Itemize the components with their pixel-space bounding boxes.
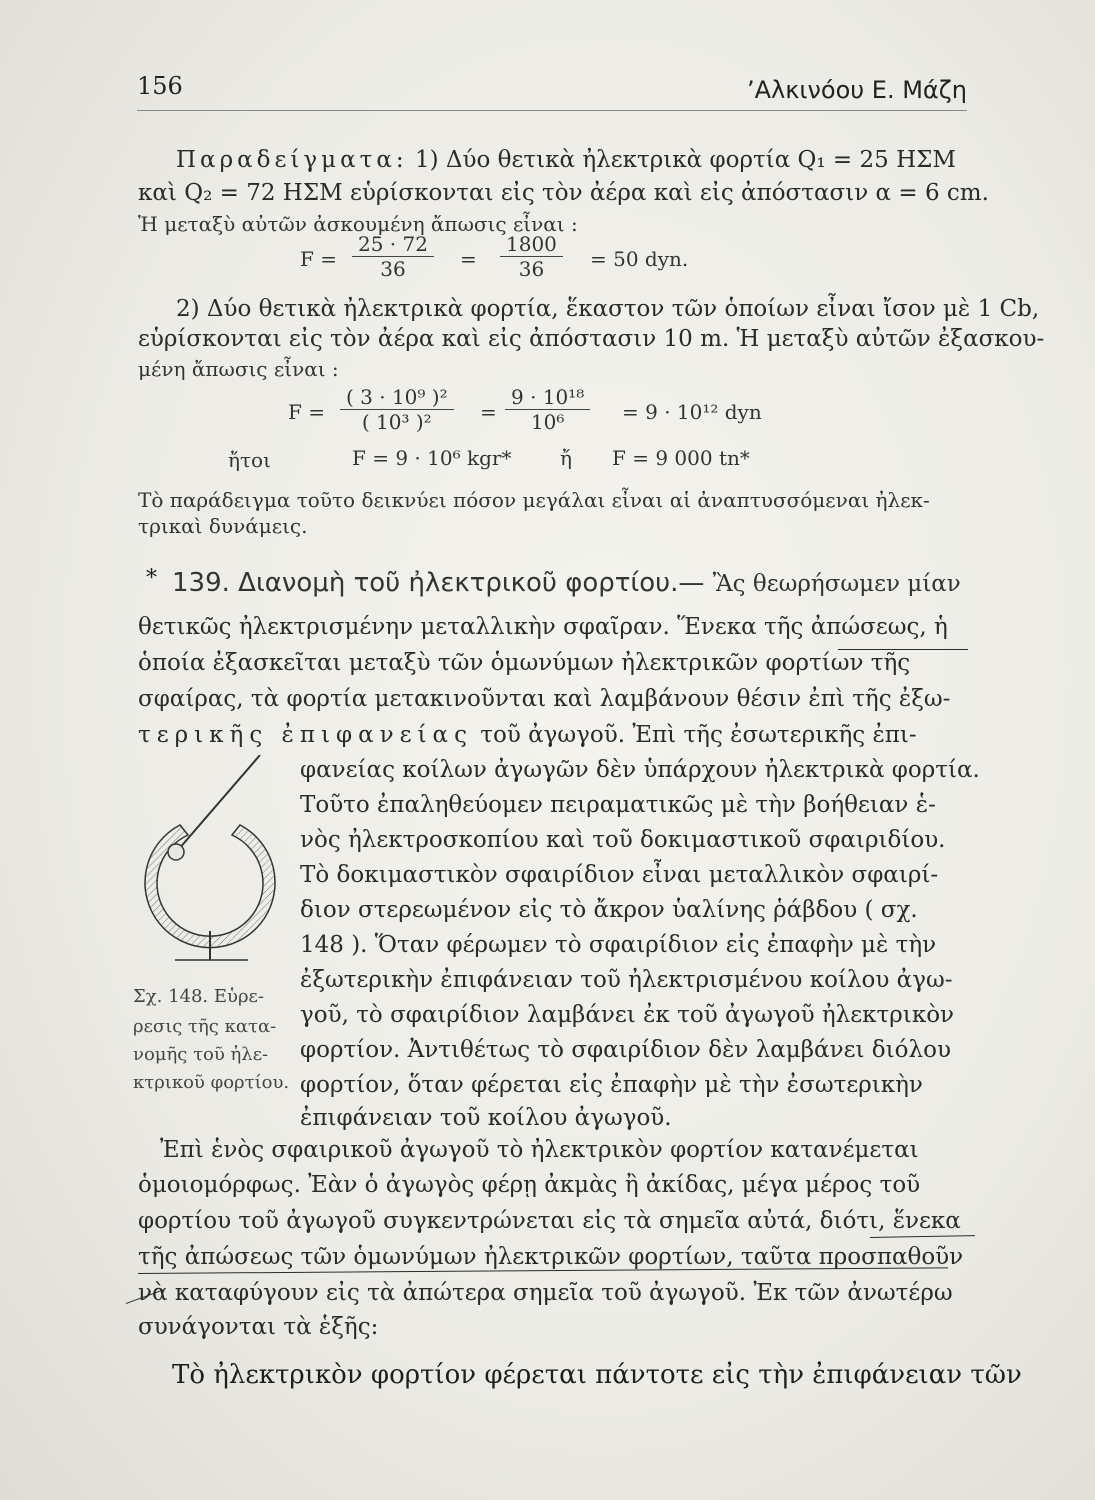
body-line19: τῆς ἀπώσεως τῶν ὁμωνύμων ἠλεκτρικῶν φορτίων, ταῦτα προσπαθοῦν xyxy=(138,1244,964,1270)
etoi-word: ἤτοι xyxy=(228,448,271,472)
formula2-F: F = xyxy=(288,400,325,424)
body-line12: γοῦ, τὸ σφαιρίδιον λαμβάνει ἐκ τοῦ ἀγωγοῦ ἠλεκτρικὸν xyxy=(300,1002,955,1028)
example2-line3: μένη ἄπωσις εἶναι : xyxy=(138,357,339,381)
alt-formula1: F = 9 · 10⁶ kgr* xyxy=(352,446,512,470)
body-line6: Τοῦτο ἐπαληθεύομεν πειραματικῶς μὲ τὴν βοήθειαν ἑ- xyxy=(300,792,936,818)
formula1-fraction2 xyxy=(500,232,563,281)
conclusion-line1: Τὸ παράδειγμα τοῦτο δεικνύει πόσον μεγάλαι εἶναι αἱ ἀναπτυσσόμεναι ἠλεκ- xyxy=(138,488,930,512)
or-word: ἤ xyxy=(560,446,572,470)
formula2-fraction2-numerator: 9 · 10¹⁸ xyxy=(505,385,590,410)
margin-star-mark: * xyxy=(146,566,157,591)
body-line11: ἐξωτερικὴν ἐπιφάνειαν τοῦ ἠλεκτρισμένου κοίλου ἀγω- xyxy=(300,967,953,993)
formula2-fraction2 xyxy=(505,385,590,434)
example1-line2: καὶ Q₂ = 72 ΗΣΜ εὑρίσκονται εἰς τὸν ἀέρα καὶ εἰς ἀπόστασιν α = 6 cm. xyxy=(138,180,989,206)
body-line9: διον στερεωμένον εἰς τὸ ἄκρον ὑαλίνης ῥάβδου ( σχ. xyxy=(300,897,918,923)
body-line17: ὁμοιομόρφως. Ἐὰν ὁ ἀγωγὸς φέρῃ ἀκμὰς ἢ ἀκίδας, μέγα μέρος τοῦ xyxy=(138,1172,921,1198)
fraction1-numerator: 25 · 72 xyxy=(352,232,434,257)
spaced-emphasis: τερικῆς ἐπιφανείας xyxy=(138,722,473,748)
body-line10: 148 ). Ὅταν φέρωμεν τὸ σφαιρίδιον εἰς ἐπαφὴν μὲ τὴν xyxy=(300,932,937,958)
example2-line1: 2) Δύο θετικὰ ἠλεκτρικὰ φορτία, ἕκαστον τῶν ὁποίων εἶναι ἴσον μὲ 1 Cb, xyxy=(176,296,1040,322)
body-line8: Τὸ δοκιμαστικὸν σφαιρίδιον εἶναι μεταλλικὸν σφαιρί- xyxy=(300,862,939,888)
body-line13: φορτίον. Ἀντιθέτως τὸ σφαιρίδιον δὲν λαμβάνει διόλου xyxy=(300,1037,951,1063)
section-139-title xyxy=(172,568,961,598)
body-line5: φανείας κοίλων ἀγωγῶν δὲν ὑπάρχουν ἠλεκτρικὰ φορτία. xyxy=(300,757,980,783)
body-line7: νὸς ἠλεκτροσκοπίου καὶ τοῦ δοκιμαστικοῦ σφαιριδίου. xyxy=(300,827,946,853)
body-line20: νὰ καταφύγουν εἰς τὰ ἀπώτερα σημεῖα τοῦ ἀγωγοῦ. Ἐκ τῶν ἀνωτέρω xyxy=(138,1280,953,1306)
example1-line1-text: 1) Δύο θετικὰ ἠλεκτρικὰ φορτία Q₁ = 25 ΗΣΜ xyxy=(414,147,956,173)
formula2-result: = 9 · 10¹² dyn xyxy=(622,400,762,424)
formula2-fraction1-numerator: ( 3 · 10⁹ )² xyxy=(340,385,454,410)
figure-caption-line2: ρεσις τῆς κατα- xyxy=(133,1016,277,1037)
formula1-equals: = xyxy=(460,247,477,271)
body-line16: Ἐπὶ ἑνὸς σφαιρικοῦ ἀγωγοῦ τὸ ἠλεκτρικὸν φορτίον κατανέμεται xyxy=(160,1137,919,1163)
body-line4 xyxy=(138,722,917,748)
body-line21: συνάγονται τὰ ἑξῆς: xyxy=(138,1314,379,1340)
body-line1: θετικῶς ἠλεκτρισμένην μεταλλικὴν σφαῖραν. Ἕνεκα τῆς ἀπώσεως, ἡ xyxy=(138,614,948,640)
hand-underline-1 xyxy=(838,649,968,650)
fraction2-numerator: 1800 xyxy=(500,232,563,257)
conclusion-line2: τρικαὶ δυνάμεις. xyxy=(138,514,308,538)
example1-line1 xyxy=(176,147,956,173)
fraction1-denominator: 36 xyxy=(380,257,406,281)
section-heading: 139. Διανομὴ τοῦ ἠλεκτρικοῦ φορτίου.— xyxy=(172,568,705,598)
body-line4-rest: τοῦ ἀγωγοῦ. Ἐπὶ τῆς ἐσωτερικῆς ἐπι- xyxy=(480,722,917,748)
alt-formula2: F = 9 000 tn* xyxy=(612,446,750,470)
body-line15: ἐπιφάνειαν τοῦ κοίλου ἀγωγοῦ. xyxy=(300,1105,672,1131)
formula1-F: F = xyxy=(300,247,337,271)
body-line18: φορτίου τοῦ ἀγωγοῦ συγκεντρώνεται εἰς τὰ σημεῖα αὐτά, διότι, ἕνεκα xyxy=(138,1208,961,1234)
figure-caption-line1: Σχ. 148. Εὑρε- xyxy=(133,986,264,1007)
formula1-result: = 50 dyn. xyxy=(590,247,689,271)
hollow-conductor xyxy=(145,825,275,948)
page-number: 156 xyxy=(137,72,183,100)
example2-line2: εὑρίσκονται εἰς τὸν ἀέρα καὶ εἰς ἀπόστασιν 10 m. Ἡ μεταξὺ αὐτῶν ἐξασκου- xyxy=(138,326,1045,352)
body-line3: σφαίρας, τὰ φορτία μετακινοῦνται καὶ λαμβάνουν θέσιν ἐπὶ τῆς ἐξω- xyxy=(138,686,951,712)
body-line22: Τὸ ἠλεκτρικὸν φορτίον φέρεται πάντοτε εἰς τὴν ἐπιφάνειαν τῶν xyxy=(172,1360,1022,1390)
formula2-fraction1 xyxy=(340,385,454,434)
formula2-equals: = xyxy=(480,400,497,424)
page-header xyxy=(137,70,967,111)
figure-148-diagram xyxy=(140,755,290,985)
section-heading-continuation: Ἂς θεωρήσωμεν μίαν xyxy=(712,571,961,597)
running-head: ’Αλκινόου Ε. Μάζη xyxy=(746,76,967,104)
formula1-fraction1 xyxy=(352,232,434,281)
formula2-fraction2-denominator: 10⁶ xyxy=(530,410,565,434)
examples-label: Παραδείγματα: xyxy=(176,147,408,173)
figure-caption-line3: νομῆς τοῦ ἠλε- xyxy=(133,1044,269,1065)
figure-caption-line4: κτρικοῦ φορτίου. xyxy=(133,1072,290,1093)
hand-underline-2 xyxy=(870,1235,975,1238)
body-line2: ὁποία ἐξασκεῖται μεταξὺ τῶν ὁμωνύμων ἠλεκτρικῶν φορτίων τῆς xyxy=(138,650,911,676)
fraction2-denominator: 36 xyxy=(518,257,545,281)
example1-line3: Ἡ μεταξὺ αὐτῶν ἀσκουμένη ἄπωσις εἶναι : xyxy=(138,212,578,236)
body-line14: φορτίον, ὅταν φέρεται εἰς ἐπαφὴν μὲ τὴν ἐσωτερικὴν xyxy=(300,1072,923,1098)
formula2-fraction1-denominator: ( 10³ )² xyxy=(361,410,432,434)
test-sphere xyxy=(168,844,184,860)
